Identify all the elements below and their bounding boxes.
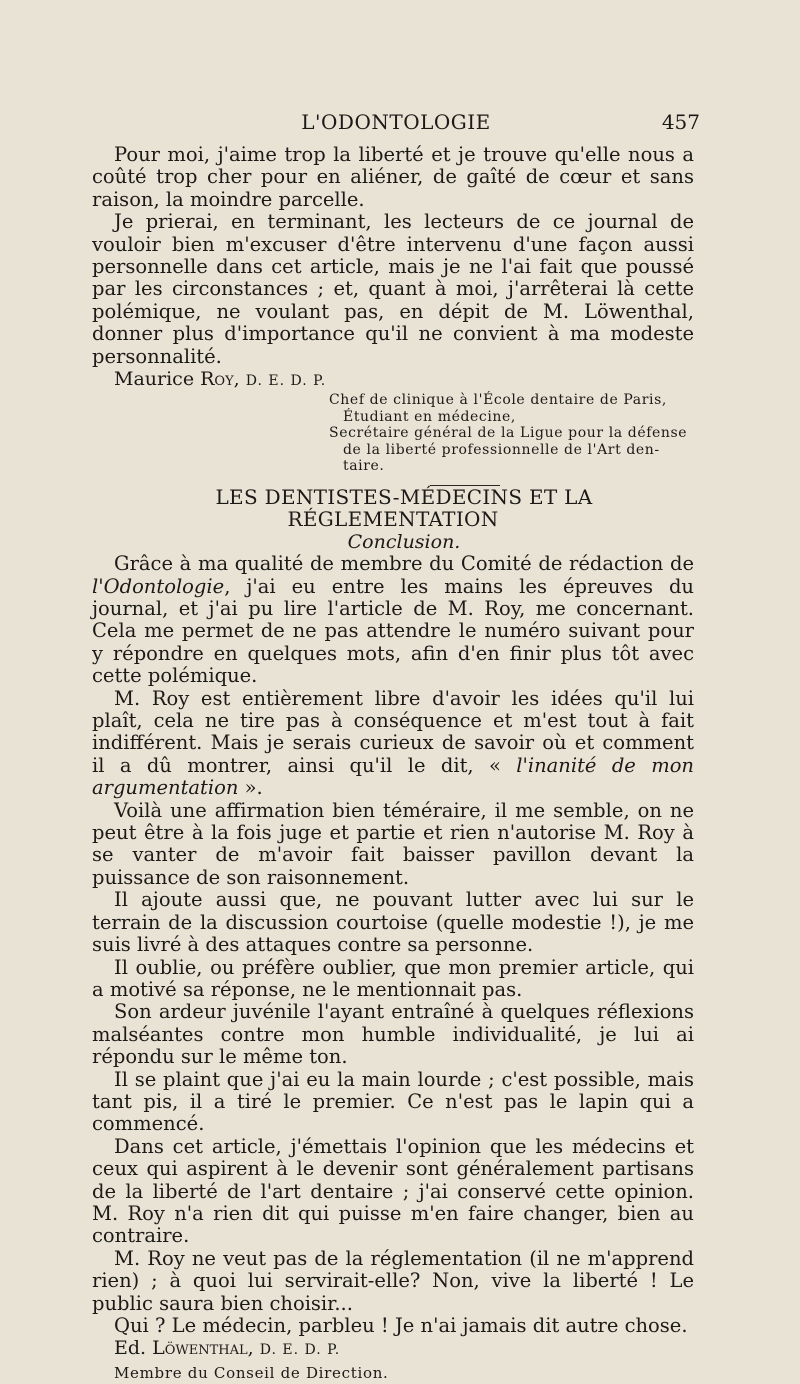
- article-subheading: Conclusion.: [347, 530, 461, 553]
- paragraph: Je prierai, en terminant, les lecteurs de ce journal de vouloir bien m'excuser d'être intervenu d'une façon aussi personnelle dans cet article, mais je ne l'ai fait que poussé par les circonstances ; et, quant à moi, j'arrêterai là cette polémique, ne voulant pas, en dépit de M. Löwenthal, donner plus d'importance qu'il ne convient à ma modeste personnalité.: [92, 210, 694, 368]
- article-heading: LES DENTISTES-MÉDECINS ET LA RÉGLEMENTATION: [215, 484, 593, 532]
- signature-first-name: Ed.: [114, 1337, 147, 1360]
- page-number: 457: [661, 110, 700, 134]
- running-head: [92, 110, 700, 138]
- paragraph: M. Roy ne veut pas de la réglementation (il ne m'apprend rien) ; à quoi lui servirait-elle? Non, vive la liberté ! Le public saura bien choisir...: [92, 1246, 694, 1315]
- affiliation-line: de la liberté professionnelle de l'Art den-: [343, 441, 660, 458]
- paragraph: [92, 688, 694, 800]
- quote-emphasis: l'inanité de mon argumentation: [92, 753, 694, 800]
- text-run: M. Roy est entièrement libre d'avoir les idées qu'il lui plaît, cela ne tire pas à conséquence et m'est tout à fait indifférent. Mais je serais curieux de savoir où et comment il a dû montrer, ainsi qu'il le dit, «: [92, 686, 694, 777]
- text-run: Grâce à ma qualité de membre du Comité de rédaction de: [114, 552, 694, 576]
- text-run: ».: [238, 776, 263, 800]
- signature-role: Membre du Conseil de Direction.: [114, 1363, 389, 1382]
- article-body: [92, 144, 694, 1384]
- affiliation-line: taire.: [343, 458, 385, 475]
- affiliation-line: Chef de clinique à l'École dentaire de Paris,: [329, 392, 667, 409]
- signature-last-name: Löwenthal,: [152, 1337, 254, 1360]
- signature-affiliation: [329, 392, 694, 475]
- paragraph: Il oublie, ou préfère oublier, que mon premier article, qui a motivé sa réponse, ne le mentionnait pas.: [92, 955, 694, 1001]
- paragraph: Il ajoute aussi que, ne pouvant lutter avec lui sur le terrain de la discussion courtoise (quelle modestie !), je me suis livré à des attaques contre sa personne.: [92, 888, 694, 957]
- paragraph: [92, 553, 694, 687]
- affiliation-line: Étudiant en médecine,: [343, 408, 516, 425]
- affiliation-line: Secrétaire général de la Ligue pour la défense: [329, 425, 688, 442]
- paragraph: Voilà une affirmation bien téméraire, il me semble, on ne peut être à la fois juge et partie et rien n'autorise M. Roy à se vanter de m'avoir fait baisser pavillon devant la puissance de son raisonnement.: [92, 798, 694, 889]
- paragraph: Dans cet article, j'émettais l'opinion que les médecins et ceux qui aspirent à le devenir sont généralement partisans de la liberté de l'art dentaire ; j'ai conservé cette opinion. M. Roy n'a rien dit qui puisse m'en faire changer, bien au contraire.: [92, 1134, 694, 1248]
- paragraph: Pour moi, j'aime trop la liberté et je trouve qu'elle nous a coûté trop cher pour en aliéner, de gaîté de cœur et sans raison, la moindre parcelle.: [92, 143, 694, 211]
- signature-lowenthal: [92, 1337, 694, 1361]
- text-run: , j'ai eu entre les mains les épreuves du journal, et j'ai pu lire l'article de M. Roy, me concernant. Cela me permet de ne pas attendre le numéro suivant pour y répondre en quelques mots, afin d'en finir plus tôt avec cette polémique.: [92, 574, 694, 688]
- journal-name-emphasis: l'Odontologie: [92, 574, 225, 598]
- paragraph: Son ardeur juvénile l'ayant entraîné à quelques réflexions malséantes contre mon humble individualité, je lui ai répondu sur le même ton.: [92, 1000, 694, 1069]
- signature-degree: D. E. D. P.: [259, 1342, 341, 1359]
- paragraph: Qui ? Le médecin, parbleu ! Je n'ai jamais dit autre chose.: [114, 1314, 688, 1337]
- journal-title: L'ODONTOLOGIE: [301, 110, 491, 134]
- signature-first-name: Maurice: [114, 368, 195, 391]
- signature-degree: D. E. D. P.: [245, 373, 327, 390]
- signature-last-name: Roy,: [200, 368, 240, 391]
- signature-roy: [92, 368, 694, 392]
- paragraph: Il se plaint que j'ai eu la main lourde ; c'est possible, mais tant pis, il a tiré le premier. Ce n'est pas le lapin qui a commencé.: [92, 1067, 694, 1136]
